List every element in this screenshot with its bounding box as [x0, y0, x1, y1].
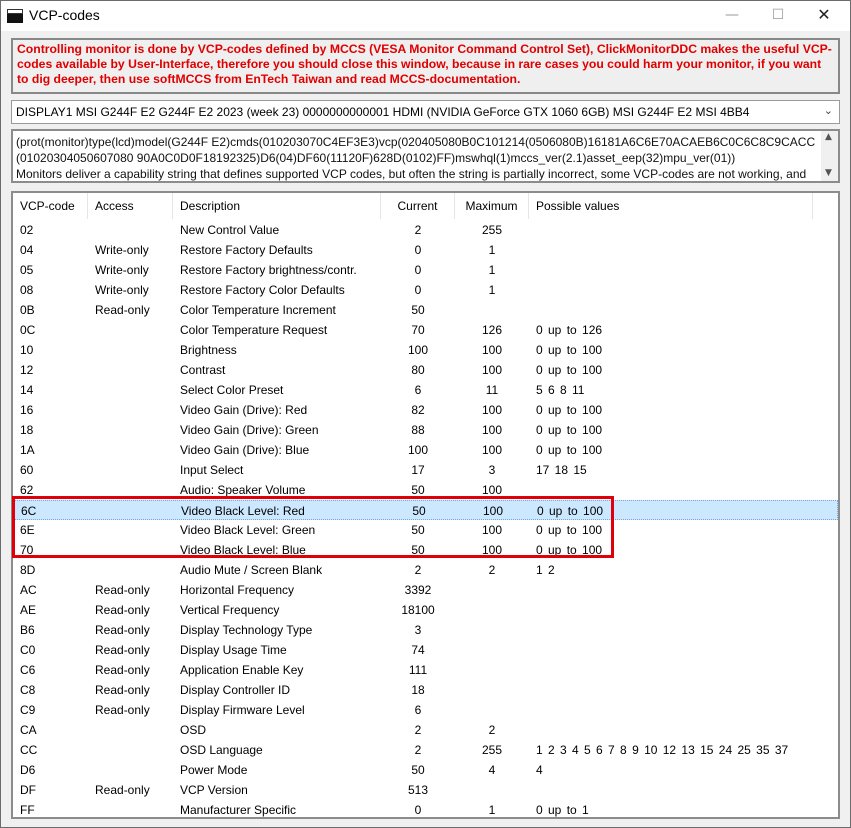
cell-max: 100	[481, 363, 503, 377]
cell-code: 70	[20, 543, 34, 557]
chevron-down-icon[interactable]: ⌄	[823, 104, 833, 117]
cell-poss: 0 up to 100	[537, 504, 604, 518]
cell-max: 1	[488, 283, 496, 297]
scroll-down-icon[interactable]: ▼	[825, 168, 832, 178]
cell-code: C9	[20, 703, 36, 717]
cell-desc: Audio Mute / Screen Blank	[180, 563, 323, 577]
capability-scrollbar[interactable]	[821, 131, 838, 181]
cell-desc: Display Technology Type	[180, 623, 313, 637]
cell-desc: Contrast	[180, 363, 226, 377]
table-row[interactable]	[13, 720, 838, 740]
display-dropdown-value: DISPLAY1 MSI G244F E2 G244F E2 2023 (week 23) 0000000000001 HDMI (NVIDIA GeForce GTX 1060 6GB) MSI G244F E2 MSI 4BB4	[16, 105, 750, 119]
window-title: VCP-codes	[29, 7, 100, 23]
cell-cur: 6	[414, 703, 422, 717]
table-row[interactable]	[13, 400, 838, 420]
cell-access: Read-only	[95, 603, 150, 617]
cell-code: 14	[20, 383, 34, 397]
cell-access: Read-only	[95, 643, 150, 657]
cell-desc: Restore Factory Color Defaults	[180, 283, 345, 297]
cell-code: 04	[20, 243, 34, 257]
cell-code: 6C	[21, 504, 37, 518]
cell-access: Read-only	[95, 783, 150, 797]
cell-cur: 80	[411, 363, 425, 377]
cell-code: AC	[20, 583, 37, 597]
table-row[interactable]	[13, 760, 838, 780]
cell-poss: 0 up to 126	[536, 323, 603, 337]
cell-desc: Brightness	[180, 343, 237, 357]
table-row[interactable]	[13, 660, 838, 680]
cell-code: DF	[20, 783, 36, 797]
cell-poss: 5 6 8 11	[536, 383, 585, 397]
cell-access: Read-only	[95, 683, 150, 697]
cell-desc: Video Black Level: Red	[181, 504, 305, 518]
cell-code: C0	[20, 643, 36, 657]
cell-max: 100	[481, 523, 503, 537]
table-body	[13, 220, 838, 820]
cell-cur: 2	[414, 223, 422, 237]
cell-code: 1A	[20, 443, 35, 457]
table-row[interactable]	[13, 500, 838, 520]
cell-poss: 0 up to 100	[536, 343, 603, 357]
scroll-up-icon[interactable]: ▲	[825, 132, 832, 142]
cell-desc: Color Temperature Request	[180, 323, 328, 337]
cell-code: 62	[20, 483, 34, 497]
cell-max: 126	[481, 323, 503, 337]
cell-code: 6E	[20, 523, 35, 537]
cell-max: 2	[488, 723, 496, 737]
column-header-current[interactable]: Current	[381, 193, 455, 219]
column-header-vcp-code[interactable]: VCP-code	[13, 193, 88, 219]
table-row[interactable]	[13, 240, 838, 260]
cell-access: Read-only	[95, 583, 150, 597]
table-row[interactable]	[13, 320, 838, 340]
column-header-maximum[interactable]: Maximum	[455, 193, 529, 219]
cell-desc: OSD	[180, 723, 207, 737]
cell-desc: Horizontal Frequency	[180, 583, 295, 597]
cell-desc: Power Mode	[180, 763, 248, 777]
cell-cur: 6	[414, 383, 422, 397]
column-header-access[interactable]: Access	[88, 193, 173, 219]
cell-code: 16	[20, 403, 34, 417]
cell-max: 255	[481, 223, 503, 237]
cell-code: CA	[20, 723, 37, 737]
table-row[interactable]	[13, 280, 838, 300]
table-row[interactable]	[13, 340, 838, 360]
cell-desc: Audio: Speaker Volume	[180, 483, 306, 497]
cell-max: 1	[488, 803, 496, 817]
table-row[interactable]	[13, 560, 838, 580]
cell-desc: Restore Factory Defaults	[180, 243, 313, 257]
cell-cur: 3392	[404, 583, 432, 597]
cell-cur: 111	[408, 663, 428, 677]
cell-code: 02	[20, 223, 34, 237]
cell-poss: 0 up to 100	[536, 443, 603, 457]
column-header-possible-values[interactable]: Possible values	[529, 193, 813, 219]
cell-code: FF	[20, 803, 35, 817]
cell-code: B6	[20, 623, 35, 637]
cell-desc: Video Gain (Drive): Red	[180, 403, 308, 417]
cell-cur: 17	[411, 463, 425, 477]
cell-desc: Manufacturer Specific	[180, 803, 297, 817]
table-row[interactable]	[13, 580, 838, 600]
cell-poss: 1 2	[536, 563, 555, 577]
cell-poss: 0 up to 100	[536, 523, 603, 537]
capability-string-box[interactable]	[11, 129, 840, 183]
cell-cur: 50	[411, 483, 425, 497]
cell-max: 100	[481, 423, 503, 437]
cell-cur: 50	[411, 523, 425, 537]
cell-max: 4	[488, 763, 496, 777]
maximize-button[interactable]: ☐	[771, 7, 785, 23]
cell-cur: 2	[414, 563, 422, 577]
title-bar[interactable]	[1, 1, 850, 31]
cell-access: Read-only	[95, 703, 150, 717]
table-row[interactable]	[13, 300, 838, 320]
capability-line: (prot(monitor)type(lcd)model(G244F E2)cmds(010203070C4EF3E3)vcp(020405080B0C101214(0506080B)16181A6C6E70ACAEB6C0C6C8C9CACC	[16, 135, 816, 149]
table-row[interactable]	[13, 800, 838, 820]
cell-poss: 4	[536, 763, 543, 777]
cell-cur: 0	[414, 803, 422, 817]
cell-desc: Video Gain (Drive): Blue	[180, 443, 310, 457]
cell-max	[455, 300, 529, 320]
table-row[interactable]	[13, 640, 838, 660]
table-row[interactable]	[13, 360, 838, 380]
table-row[interactable]	[13, 680, 838, 700]
cell-poss: 17 18 15	[536, 463, 587, 477]
cell-max: 100	[481, 483, 503, 497]
cell-max	[455, 640, 529, 660]
cell-poss: 0 up to 100	[536, 363, 603, 377]
table-row[interactable]	[13, 420, 838, 440]
cell-desc: Select Color Preset	[180, 383, 284, 397]
cell-cur: 2	[414, 723, 422, 737]
cell-desc: Video Black Level: Green	[180, 523, 316, 537]
cell-max: 1	[488, 243, 496, 257]
table-row[interactable]	[13, 600, 838, 620]
cell-max: 100	[481, 443, 503, 457]
cell-access: Write-only	[95, 263, 149, 277]
cell-code: 05	[20, 263, 34, 277]
cell-poss: 0 up to 1	[536, 803, 589, 817]
table-row[interactable]	[13, 460, 838, 480]
cell-cur: 50	[411, 303, 425, 317]
cell-access: Write-only	[95, 283, 149, 297]
cell-desc: Restore Factory brightness/contr.	[180, 263, 357, 277]
cell-max: 100	[481, 343, 503, 357]
cell-code: AE	[20, 603, 37, 617]
app-icon	[7, 9, 23, 23]
cell-max: 100	[481, 403, 503, 417]
table-row[interactable]	[13, 700, 838, 720]
cell-max	[455, 580, 529, 600]
cell-desc: Display Controller ID	[180, 683, 291, 697]
cell-code: CC	[20, 743, 38, 757]
table-row[interactable]	[13, 260, 838, 280]
cell-cur: 513	[407, 783, 429, 797]
table-row[interactable]	[13, 480, 838, 500]
cell-access: Write-only	[95, 243, 149, 257]
table-header	[13, 193, 838, 219]
cell-max: 11	[485, 383, 499, 397]
cell-max	[455, 660, 529, 680]
cell-access: Read-only	[95, 303, 150, 317]
cell-desc: Input Select	[180, 463, 244, 477]
table-row[interactable]	[13, 440, 838, 460]
cell-max: 3	[488, 463, 496, 477]
cell-access: Read-only	[95, 623, 150, 637]
display-dropdown[interactable]	[11, 100, 840, 124]
cell-max	[455, 680, 529, 700]
cell-cur: 70	[411, 323, 425, 337]
table-row[interactable]	[13, 740, 838, 760]
cell-cur: 18100	[401, 603, 435, 617]
cell-code: 12	[20, 363, 34, 377]
capability-line: Monitors deliver a capability string that defines supported VCP codes, but often the string is partially incorrect, some VCP-codes are not working, and	[16, 167, 807, 181]
cell-cur: 100	[407, 443, 429, 457]
cell-max	[455, 700, 529, 720]
cell-access: Read-only	[95, 663, 150, 677]
cell-desc: OSD Language	[180, 743, 263, 757]
cell-max: 255	[481, 743, 503, 757]
cell-desc: VCP Version	[180, 783, 248, 797]
close-button[interactable]: ✕	[817, 5, 831, 24]
table-row[interactable]	[13, 540, 838, 560]
cell-cur: 50	[411, 763, 425, 777]
capability-text	[16, 134, 821, 182]
cell-poss: 1 2 3 4 5 6 7 8 9 10 12 13 15 24 25 35 37	[536, 743, 789, 757]
cell-desc: Display Usage Time	[180, 643, 287, 657]
cell-desc: New Control Value	[180, 223, 280, 237]
capability-line: (01020304050607080 90A0C0D0F18192325)D6(04)DF60(11120F)628D(0102)FF)mswhql(1)mccs_ver(2.1)asset_eep(32)mpu_ver(01))	[16, 151, 736, 165]
cell-cur: 2	[414, 743, 422, 757]
cell-cur: 0	[414, 243, 422, 257]
minimize-button[interactable]: —	[725, 7, 739, 23]
cell-max: 100	[482, 504, 504, 518]
cell-desc: Application Enable Key	[180, 663, 304, 677]
vcp-table	[11, 191, 840, 819]
cell-code: 10	[20, 343, 34, 357]
cell-code: 0B	[20, 303, 35, 317]
table-row[interactable]	[13, 220, 838, 240]
cell-desc: Video Black Level: Blue	[180, 543, 306, 557]
cell-max: 2	[488, 563, 496, 577]
cell-cur: 0	[414, 283, 422, 297]
cell-code: 08	[20, 283, 34, 297]
cell-cur: 100	[407, 343, 429, 357]
cell-desc: Display Firmware Level	[180, 703, 305, 717]
table-row[interactable]	[13, 620, 838, 640]
cell-desc: Vertical Frequency	[180, 603, 280, 617]
cell-cur: 50	[412, 504, 426, 518]
cell-code: 60	[20, 463, 34, 477]
cell-code: C6	[20, 663, 36, 677]
cell-max	[455, 780, 529, 800]
cell-cur: 18	[411, 683, 425, 697]
table-row[interactable]	[13, 380, 838, 400]
cell-cur: 0	[414, 263, 422, 277]
cell-cur: 3	[414, 623, 422, 637]
cell-poss: 0 up to 100	[536, 423, 603, 437]
cell-max	[455, 600, 529, 620]
cell-poss: 0 up to 100	[536, 543, 603, 557]
cell-code: 8D	[20, 563, 36, 577]
table-row[interactable]	[13, 520, 838, 540]
cell-desc: Color Temperature Increment	[180, 303, 336, 317]
cell-poss: 0 up to 100	[536, 403, 603, 417]
cell-cur: 50	[411, 543, 425, 557]
cell-code: 0C	[20, 323, 36, 337]
cell-max: 100	[481, 543, 503, 557]
cell-code: C8	[20, 683, 36, 697]
cell-code: D6	[20, 763, 36, 777]
cell-desc: Video Gain (Drive): Green	[180, 423, 319, 437]
cell-cur: 74	[411, 643, 425, 657]
cell-cur: 88	[411, 423, 425, 437]
cell-max: 1	[488, 263, 496, 277]
column-header-description[interactable]: Description	[173, 193, 381, 219]
cell-max	[455, 620, 529, 640]
table-row[interactable]	[13, 780, 838, 800]
warning-message: Controlling monitor is done by VCP-codes defined by MCCS (VESA Monitor Command Control Set), ClickMonitorDDC makes the useful VCP-codes available by User-Interface, therefore you should close this window, because in rare cases you could harm your monitor, if you want to dig deeper, then use softMCCS from EnTech Taiwan and read MCCS-documentation.	[11, 38, 840, 94]
cell-code: 18	[20, 423, 34, 437]
cell-cur: 82	[411, 403, 425, 417]
column-header-filler	[813, 193, 838, 219]
